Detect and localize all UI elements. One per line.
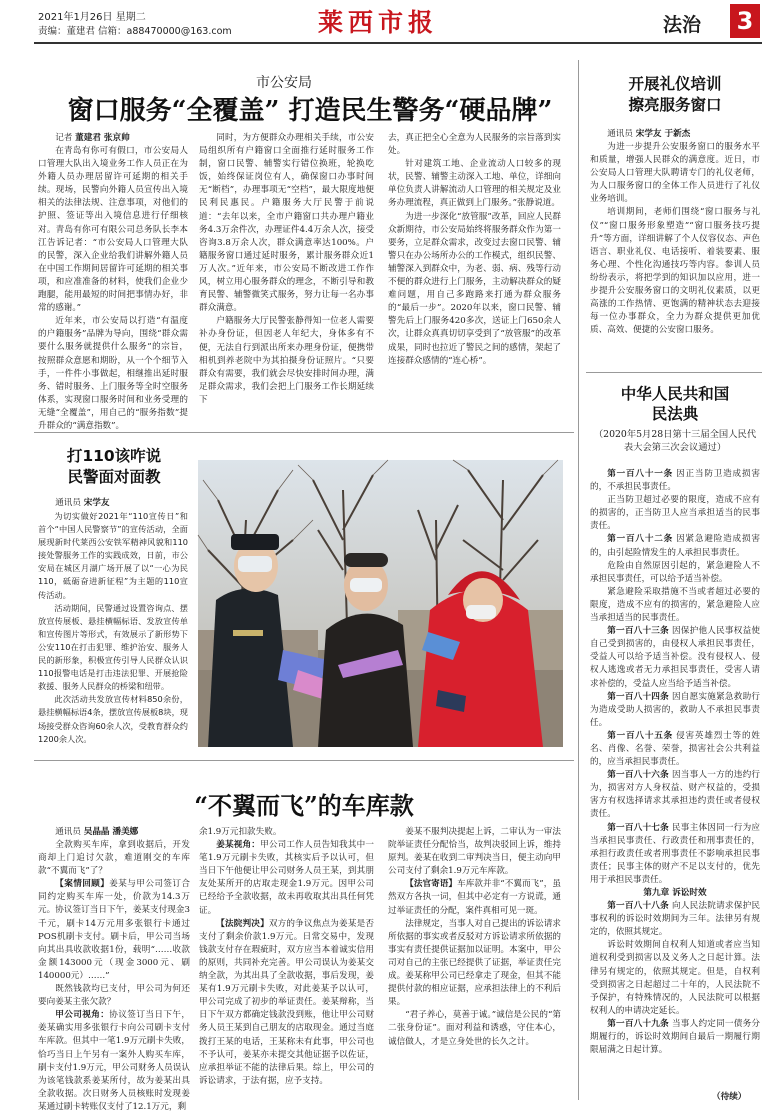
section-divider xyxy=(34,432,574,433)
code-article xyxy=(590,533,760,559)
code-article-number: 第一百八十二条 xyxy=(607,534,674,545)
art2-title xyxy=(588,74,762,116)
paragraph xyxy=(38,1009,190,1114)
news-photo xyxy=(198,460,563,747)
code-article xyxy=(590,822,760,887)
paragraph: 姜某不服判决提起上诉，二审认为一审法院举证责任分配恰当，故判决驳回上诉，维持原判。姜某在收到二审判决当日，便主动向甲公司支付了剩余1.9万元车库款。 xyxy=(388,827,561,877)
code-article xyxy=(590,586,760,625)
code-chapter-heading xyxy=(590,887,760,900)
code-article xyxy=(590,939,760,1018)
art1-byline xyxy=(38,132,188,145)
byline-label: 通讯员 xyxy=(607,129,633,139)
code-article-number: 第一百八十四条 xyxy=(607,691,669,702)
art4-byline xyxy=(38,826,190,839)
code-article-number: 第九章 诉讼时效 xyxy=(643,888,707,898)
paragraph: “君子养心，莫善于诚。”诚信是公民的“第二张身份证”。面对利益和诱惑，守住本心，诚信做人，才是立身处世的长久之计。 xyxy=(388,1010,561,1047)
art3-byline xyxy=(38,497,188,510)
section-divider xyxy=(34,760,574,761)
paragraph xyxy=(199,918,374,1088)
issue-date: 2021年1月26日 星期二 xyxy=(38,12,146,23)
page-header xyxy=(0,0,772,42)
view-text: 协议签订当日下午，姜某确实用多张银行卡向公司刷卡支付车库款。但其中一笔1.9万元刷卡失败，恰巧当日上午另有一案外人购买车库，刷卡支付1.9万元，甲公司财务人员误认为该笔钱款系姜某所付，故为姜某出具全款收据。次日财务人员核账时发现姜某通过刷卡转账仅支付了12.1万元，剩 xyxy=(38,1010,190,1112)
code-article-text: 当事人约定同一债务分期履行的，诉讼时效期间自最后一期履行期限届满之日起计算。 xyxy=(590,1018,760,1056)
paragraph: 户籍服务大厅民警张静得知一位老人需要补办身份证，但因老人年纪大，身体多有不便，无法自行到派出所来办理身份证，便携带相机到养老院中为其拍摄身份证照片。“只要群众有需要，我们就会尽快安排时间办理，满足群众需求，我们会把上门服务工作长期延续下 xyxy=(199,316,374,405)
view-text: 甲公司工作人员告知我其中一笔1.9万元刷卡失败，其核实后予以认可，但当日下午他便让甲公司财务人员王某，到其朋友处某所开的店取走现金1.9万元。因甲公司已经给予全款收据，故未再收取其出具任何凭证。 xyxy=(199,840,374,916)
code-article-number: 第一百八十五条 xyxy=(607,730,674,741)
code-article-text: 因保护他人民事权益使自己受到损害的，由侵权人承担民事责任，受益人可以给予适当补偿。没有侵权人、侵权人逃逸或者无力承担民事责任，受害人请求补偿的，受益人应当给予适当补偿。 xyxy=(590,626,760,689)
art4-col1 xyxy=(38,826,190,1114)
code-article-text: 正当防卫超过必要的限度，造成不应有的损害的，正当防卫人应当承担适当的民事责任。 xyxy=(590,495,760,532)
code-article xyxy=(590,769,760,821)
code-article-number: 第一百八十八条 xyxy=(607,901,669,912)
byline-names: 宋学友 于新杰 xyxy=(635,129,691,139)
paragraph: 培训期间，老师们围绕“窗口服务与礼仪”“窗口服务形象塑造”“窗口服务技巧提升”等方面，详细讲解了个人仪容仪态、声色语言、职业礼仪、电话接听、着装要素、服务心理、个性化沟通技巧等内容。参训人员纷纷表示，将把学到的知识加以应用，进一步提升公安服务窗口的文明礼仪素质，以更高涨的工作热情、更饱满的精神状态去迎接每一位办事群众，全力为群众提供更加优质、高效、便捷的公安窗口服务。 xyxy=(590,207,760,336)
code-article xyxy=(590,691,760,730)
art2-title-line2: 擦亮服务窗口 xyxy=(628,96,722,114)
code-article-text: 因紧急避险造成损害的，由引起险情发生的人承担民事责任。 xyxy=(590,534,760,558)
art5-subtitle: （2020年5月28日第十三届全国人民代表大会第三次会议通过） xyxy=(593,429,757,453)
art5-title-line2: 民法典 xyxy=(651,405,699,423)
art4-title: “不翼而飞”的车库款 xyxy=(194,791,414,820)
art2-body xyxy=(590,128,760,337)
art2-title-line1: 开展礼仪培训 xyxy=(628,75,722,93)
paragraph: 同时，为方便群众办理相关手续，市公安局组织所有户籍窗口全面推行延时服务工作制，窗口民警、辅警实行错位换班，轮换吃饭，始终保证岗位有人，确保窗口办事时间无“断档”，办理事项无“空档”，最大限度地便民利民惠民。户籍服务大厅民警于前说道：“去年以来，全市户籍窗口共办理户籍业务4.3万余件次，办理证件4.4万余人次，接受咨询3.8万余人次，群众满意率达100%。户籍服务窗口通过延时服务，累计服务群众近1万人次。”近年来，市公安局不断改进工作作风，树立用心服务群众的理念，不断引导和教育民警、辅警微笑式服务，努力让每一名办事群众满意。 xyxy=(199,133,374,314)
art1-col2 xyxy=(199,132,374,407)
editor-line: 责编：董建君 信箱：a88470000@163.com xyxy=(38,26,232,37)
code-article-text: 诉讼时效期间自权利人知道或者应当知道权利受到损害以及义务人之日起计算。法律另有规定的，依照其规定。但是，自权利受到损害之日起超过二十年的，人民法院不予保护，有特殊情况的，人民法院可以根据权利人的申请决定延长。 xyxy=(590,940,760,1016)
paragraph: 法律规定，当事人对自己提出的诉讼请求所依据的事实或者反驳对方诉讼请求所依据的事实有责任提供证据加以证明。本案中，甲公司对自己的主张已经提供了证据，举证责任完成。姜某称甲公司已经拿走了现金，但其不能提供付款的相应证据，应承担法律上的不利后果。 xyxy=(388,918,561,1008)
paragraph xyxy=(199,839,374,918)
view-label: 甲公司视角： xyxy=(55,1010,110,1021)
code-article-number: 第一百八十三条 xyxy=(607,626,669,637)
code-article-number: 第一百八十一条 xyxy=(607,469,674,479)
code-article-text: 紧急避险采取措施不当或者超过必要的限度，造成不应有的损害的，紧急避险人应当承担适当的民事责任。 xyxy=(590,586,760,624)
byline-label: 记者 xyxy=(55,133,73,143)
code-article xyxy=(590,560,760,586)
byline-label: 通讯员 xyxy=(55,827,81,837)
photo-illustration xyxy=(198,460,563,747)
byline-names: 宋学友 xyxy=(83,498,110,508)
code-article-text: 侵害英雄烈士等的姓名、肖像、名誉、荣誉，损害社会公共利益的，应当承担民事责任。 xyxy=(590,730,760,768)
judge-text: 双方的争议焦点为姜某是否支付了剩余价款1.9万元。日常交易中，发现钱款支付存在瑕疵时，双方应当本着诚实信用的原则，共同补充完善。甲公司误认为姜某交纳全款，为其出具了全款收据，事后发现，姜某有1.9万元刷卡失败，对此姜某予以认可，甲公司完成了初步的举证责任。姜某辩称，当日下午双方都确定钱款没到账，他让甲公司财务人员王某到自己朋友的店取现金。通过当庭拨打王某的电话，王某称未有此事，甲公司也不予认可，姜某亦未提交其他证据予以佐证，应承担举证不能的法律后果。综上，甲公司的诉讼请求，于法有据，应予支持。 xyxy=(199,918,374,1086)
art3-body xyxy=(38,497,188,746)
code-article xyxy=(590,1018,760,1057)
paragraph: 活动期间，民警通过设置咨询点、摆放宣传展板、悬挂横幅标语、发放宣传单和宣传图片等形式，有效展示了新形势下公安110在打击犯罪、维护治安、服务人民的新形象，积极宣传引导人民群众认识110报警电话是打击违法犯罪、开展抢险救援、服务人民群众的桥梁和纽带。 xyxy=(38,602,188,692)
art5-title xyxy=(588,384,762,424)
continued-mark: （待续） xyxy=(712,1092,747,1102)
page-number: 3 xyxy=(730,4,760,38)
art3-title-line1: 打110该咋说 xyxy=(66,447,162,465)
paragraph: 近年来，市公安局以打造“有温度的户籍服务”品牌为导向，围绕“群众需要什么服务就提供什么服务”的宗旨，按照群众意愿和期盼，从一个个细节入手，一件件小事做起，相继推出延时服务、错时服务、上门服务等全时空服务体系，实现窗口服务时间和业务受理的无缝“全覆盖”，用自己的“服务指数”提升群众的“满意指数”。 xyxy=(38,316,188,431)
code-article-text: 因当事人一方的违约行为，损害对方人身权益、财产权益的，受损害方有权选择请求其承担违约责任或者侵权责任。 xyxy=(590,770,760,820)
code-article xyxy=(590,625,760,690)
art5-title-line1: 中华人民共和国 xyxy=(620,385,730,403)
paragraph: 为切实做好2021年“110宣传日”和首个“中国人民警察节”的宣传活动，全面展现新时代莱西公安铁军精神风貌和110接处警服务工作的实践成效，日前，市公安局在城区月湖广场开展了以“一心为民110，砥砺奋进新征程”为主题的110宣传活动。 xyxy=(38,511,188,600)
paragraph: 针对建筑工地、企业流动人口较多的现状，民警、辅警主动深入工地、单位，详细向单位负责人讲解流动人口管理的相关规定及业务办理流程，真正做到上门服务。”张静说道。 xyxy=(388,159,561,209)
law-text: 车库款并非“不翼而飞”，虽然双方各执一词，但其中必定有一方说谎，通过举证责任的分配，案件真相可见一斑。 xyxy=(388,879,561,916)
art1-title: 窗口服务“全覆盖” 打造民生警务“硬品牌” xyxy=(67,96,553,126)
view-label: 姜某视角： xyxy=(216,840,261,851)
byline-names: 董建君 张京帅 xyxy=(75,133,130,143)
code-article xyxy=(590,468,760,494)
paragraph: 在青岛有你可有假口，市公安局人口管理大队出入境业务工作人员正在为外籍人员办理居留许可延期的相关手续。现场，民警向外籍人员宣传出入境相关的法律法规、注意事项，对他们的护照、签证等出入境信息进行仔细核对。青岛有你可有限公司总务队长李本江告诉记者：“市公安局人口管理大队的民警，深入企业给我们讲解外籍人员在中国工作期间居留许可延期的相关事项，和应准准备的材料，使我们企业少跑腿，能用最短的时间把事情办好，非常的感谢。” xyxy=(38,146,188,314)
art3-title-line2: 民警面对面教 xyxy=(67,468,161,486)
code-article-text: 向人民法院请求保护民事权利的诉讼时效期间为三年。法律另有规定的，依照其规定。 xyxy=(590,901,760,938)
paragraph: 此次活动共发放宣传材料850余份，悬挂横幅标语4条，摆放宣传展板8块，现场接受群众咨询60余人次，受教育群众约1200余人次。 xyxy=(38,694,188,744)
code-article-number: 第一百八十七条 xyxy=(607,822,669,833)
newspaper-logo: 莱西市报 xyxy=(318,8,439,37)
paragraph: 为进一步深化“放管服”改革，回应人民群众新期待，市公安局始终将服务群众作为第一要务，立足群众需求，改变过去窗口民警、辅警只在办公场所办公的工作模式，组织民警、辅警深入到群众中，为老、弱、病、残等行动不便的群众进行上门服务，主动解决群众的疑难问题，用自己多跑路来打通为群众服务的“最后一步”。2020年以来，窗口民警、辅警先后上门服务420多次，送证上门650余人次，让群众真真切切享受到了“放管服”的改革成果，同时也拉近了警民之间的感情，架起了连接群众感情的“连心桥”。 xyxy=(388,211,561,366)
code-article xyxy=(590,730,760,769)
column-divider xyxy=(578,60,579,1100)
paragraph: 去，真正把全心全意为人民服务的宗旨落到实处。 xyxy=(388,133,561,157)
code-article-text: 因自愿实施紧急救助行为造成受助人损害的，救助人不承担民事责任。 xyxy=(590,691,760,728)
art4-col3 xyxy=(388,826,561,1049)
judge-label: 【法院判决】 xyxy=(216,918,269,929)
art1-col3 xyxy=(388,132,561,368)
art2-byline xyxy=(590,128,760,141)
paragraph xyxy=(38,878,190,983)
case-label: 【案情回顾】 xyxy=(55,879,110,890)
code-article-text: 民事主体因同一行为应当承担民事责任、行政责任和刑事责任的，承担行政责任或者刑事责任不影响承担民事责任；民事主体的财产不足以支付的，优先用于承担民事责任。 xyxy=(590,822,760,885)
header-rule xyxy=(34,42,762,44)
code-article xyxy=(590,900,760,939)
art4-col2 xyxy=(199,826,374,1088)
section-divider xyxy=(586,372,762,373)
paragraph xyxy=(388,878,561,917)
byline-names: 吴晶晶 潘美娜 xyxy=(83,827,139,837)
code-article-number: 第一百八十九条 xyxy=(607,1018,669,1029)
section-title: 法治 xyxy=(663,14,702,36)
law-label: 【法官寄语】 xyxy=(405,879,458,890)
art3-title xyxy=(34,446,194,488)
paragraph: 余1.9万元扣款失败。 xyxy=(199,827,282,837)
code-article-number: 第一百八十六条 xyxy=(607,770,669,781)
paragraph: 既然钱款均已支付，甲公司为何还要向姜某主张欠款？ xyxy=(38,984,190,1008)
art1-col1 xyxy=(38,132,188,433)
case-text: 姜某与甲公司签订合同约定购买车库一处，价款为14.3万元。协议签订当日下午，姜某支付现金3千元，刷卡14万元用多张银行卡通过POS机刷卡支付。刷卡后，甲公司当场向其出具收款收据1份，载明“……收款金额143000元（现金3000元、刷140000元）……” xyxy=(38,879,190,981)
paragraph: 全款购买车库，拿到收据后，开发商却上门追讨欠款，难道刚交的车库款“不翼而飞”了？ xyxy=(38,840,190,877)
code-article-text: 因正当防卫造成损害的，不承担民事责任。 xyxy=(590,469,760,493)
code-article-text: 危险由自然原因引起的，紧急避险人不承担民事责任，可以给予适当补偿。 xyxy=(590,560,760,584)
paragraph: 为进一步提升公安服务窗口的服务水平和质量，增强人民群众的满意度。近日，市公安局人口管理大队聘请专门的礼仪老师，为人口服务窗口的全体工作人员进行了礼仪业务培训。 xyxy=(590,142,760,205)
art1-kicker: 市公安局 xyxy=(256,75,312,91)
art5-body xyxy=(590,468,760,1057)
byline-label: 通讯员 xyxy=(55,498,81,508)
code-article xyxy=(590,494,760,533)
